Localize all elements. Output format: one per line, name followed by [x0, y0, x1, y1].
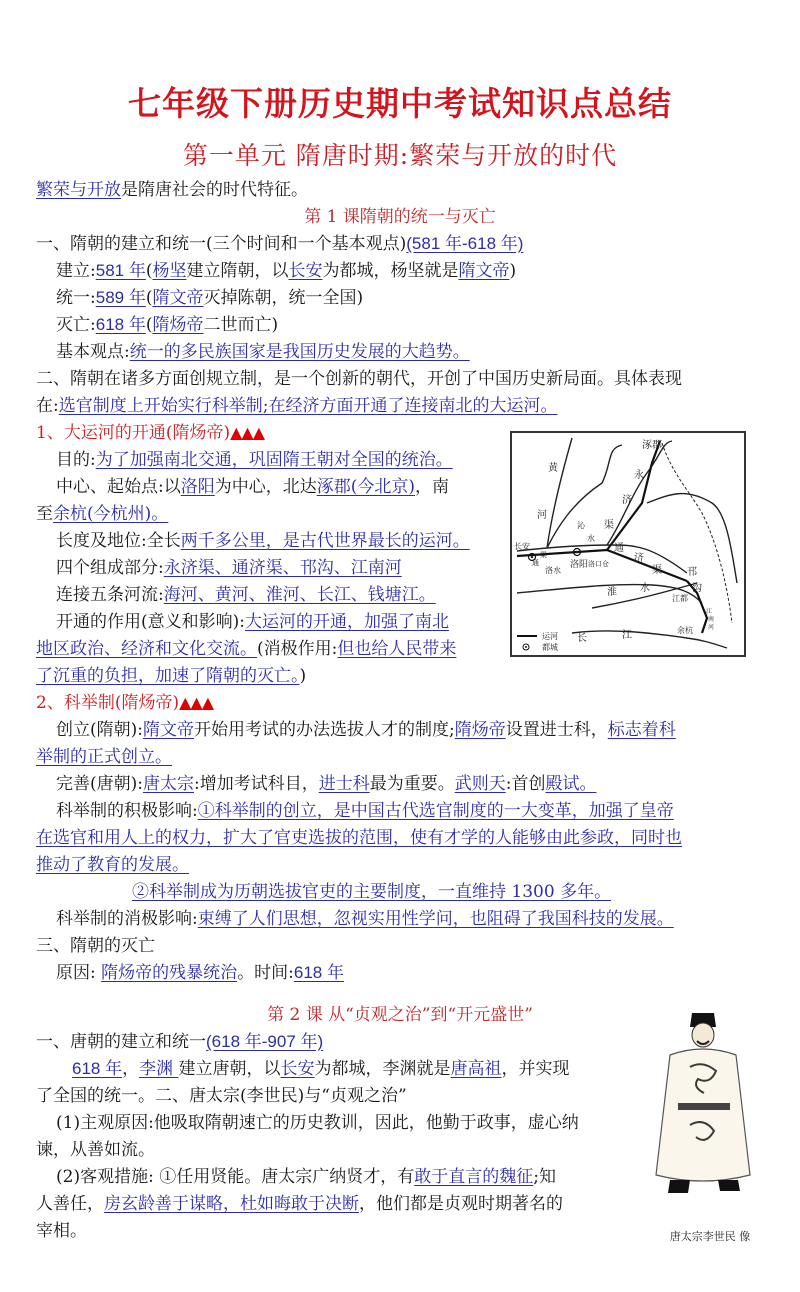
- canal-parts: 四个组成部分:永济渠、通济渠、邗沟、江南河: [56, 558, 402, 578]
- svg-text:渠: 渠: [604, 520, 614, 531]
- svg-text:永: 永: [634, 470, 644, 481]
- tang-found-line: 618 年，李渊 建立唐朝，以长安为都城，李渊就是唐高祖，并实现: [72, 1059, 570, 1079]
- keju-improve: 完善(唐朝):唐太宗:增加考试科目，进士科最为重要。武则天:首创殿试。: [56, 774, 597, 794]
- canal-effect-cont: 地区政治、经济和文化交流。(消极作用:但也给人民带来: [36, 639, 457, 659]
- subjective-reason-cont: 谏，从善如流。: [36, 1140, 155, 1160]
- lesson2-title: 第 2 课 从“贞观之治”到“开元盛世”: [267, 1005, 533, 1025]
- emperor-portrait-image: [640, 1005, 770, 1205]
- keju-create: 创立(隋朝):隋文帝开始用考试的办法选拔人才的制度;隋炀帝设置进士科，标志着科: [56, 720, 676, 740]
- objective-measures-cont2: 宰相。: [36, 1221, 87, 1241]
- svg-text:洛阳: 洛阳: [570, 560, 589, 570]
- canal-rivers: 连接五条河流:海河、黄河、淮河、长江、钱塘江。: [56, 585, 436, 605]
- lesson1-title: 第 1 课隋朝的统一与灭亡: [304, 207, 496, 227]
- section-sui-innovation: 二、隋朝在诸多方面创规立制，是一个创新的朝代，开创了中国历史新局面。具体表现: [36, 369, 682, 389]
- svg-text:河: 河: [537, 510, 547, 521]
- keju-positive: 科举制的积极影响:①科举制的创立，是中国古代选官制度的一大变革，加强了皇帝: [56, 801, 674, 821]
- canal-heading: 1、大运河的开通(隋炀帝)▲▲▲: [36, 423, 265, 443]
- unit-title: 第一单元 隋唐时期:繁荣与开放的时代: [182, 141, 618, 170]
- triangle-icon: ▲▲▲: [230, 423, 265, 442]
- canal-center-cont: 至余杭(今杭州)。: [36, 504, 169, 524]
- section-sui-innovation-cont: 在:选官制度上开始实行科举制;在经济方面开通了连接南北的大运河。: [36, 396, 558, 416]
- section-tang-founding: 一、唐朝的建立和统一(618 年-907 年): [36, 1032, 324, 1052]
- objective-measures: (2)客观措施: ①任用贤能。唐太宗广纳贤才，有敢于直言的魏征;知: [56, 1167, 556, 1187]
- portrait-caption: 唐太宗李世民 像: [669, 1230, 751, 1243]
- svg-text:江都: 江都: [672, 594, 688, 603]
- canal-center: 中心、起始点:以洛阳为中心，北达涿郡(今北京)，南: [56, 477, 449, 497]
- intro-line: 繁荣与开放是隋唐社会的时代特征。: [36, 180, 308, 200]
- svg-text:沟: 沟: [692, 583, 702, 594]
- svg-text:江: 江: [622, 630, 632, 641]
- svg-text:淮: 淮: [607, 587, 617, 598]
- subjective-reason: (1)主观原因:他吸取隋朝速亡的历史教训，因此，他勤于政事，虚心纳: [56, 1113, 579, 1133]
- svg-text:济: 济: [634, 553, 644, 564]
- keju-create-cont: 举制的正式创立。: [36, 747, 172, 767]
- svg-text:邗: 邗: [687, 567, 697, 578]
- keju-positive-2: ②科举制成为历朝选拔官吏的主要制度，一直维持 1300 多年。: [132, 882, 612, 902]
- canal-effect-cont2: 了沉重的负担，加速了隋朝的灭亡。): [36, 666, 307, 686]
- svg-text:渠: 渠: [540, 551, 547, 559]
- svg-text:通: 通: [614, 543, 624, 554]
- svg-text:河: 河: [708, 624, 715, 631]
- keju-negative: 科举制的消极影响:束缚了人们思想，忽视实用性学问，也阻碍了我国科技的发展。: [56, 909, 674, 929]
- fall-line: 灭亡:618 年(隋炀帝二世而亡): [56, 315, 279, 335]
- sui-fall-reason: 原因: 隋炀帝的残暴统治。时间:618 年: [56, 963, 344, 983]
- svg-text:涿郡: 涿郡: [642, 440, 662, 451]
- svg-text:水: 水: [640, 583, 650, 594]
- section-sui-fall: 三、隋朝的灭亡: [36, 936, 155, 956]
- canal-effect: 开通的作用(意义和影响):大运河的开通，加强了南北: [56, 612, 449, 632]
- canal-length: 长度及地位:全长两千多公里，是古代世界最长的运河。: [56, 531, 470, 551]
- keju-positive-cont: 在选官和用人上的权力，扩大了官吏选拔的范围，使有才学的人能够由此参政，同时也: [36, 828, 682, 848]
- svg-text:黄: 黄: [548, 463, 558, 474]
- svg-text:江: 江: [706, 608, 713, 615]
- svg-text:水: 水: [587, 534, 595, 543]
- svg-text:洛水: 洛水: [545, 566, 561, 575]
- svg-text:余杭: 余杭: [677, 626, 693, 635]
- svg-text:都城: 都城: [542, 643, 558, 652]
- found-line: 建立:581 年(杨坚建立隋朝，以长安为都城，杨坚就是隋文帝): [56, 261, 517, 281]
- svg-text:济: 济: [622, 495, 632, 506]
- svg-text:渠: 渠: [652, 565, 662, 576]
- grand-canal-map: [510, 431, 746, 657]
- triangle-icon: ▲▲▲: [179, 693, 214, 712]
- objective-measures-cont: 人善任，房玄龄善于谋略，杜如晦敢于决断，他们都是贞观时期著名的: [36, 1194, 563, 1214]
- canal-purpose: 目的:为了加强南北交通，巩固隋王朝对全国的统治。: [56, 450, 453, 470]
- keju-heading: 2、科举制(隋炀帝)▲▲▲: [36, 693, 214, 713]
- svg-text:沁: 沁: [577, 521, 585, 530]
- svg-text:运河: 运河: [542, 632, 558, 641]
- keyword: 繁荣与开放: [36, 180, 121, 200]
- section-sui-founding: 一、隋朝的建立和统一(三个时间和一个基本观点)(581 年-618 年): [36, 234, 524, 254]
- basic-view-line: 基本观点:统一的多民族国家是我国历史发展的大趋势。: [56, 342, 470, 362]
- svg-text:洛口仓: 洛口仓: [588, 560, 609, 568]
- keju-positive-cont2: 推动了教育的发展。: [36, 855, 189, 875]
- unify-line: 统一:589 年(隋文帝灭掉陈朝，统一全国): [56, 288, 364, 308]
- page-title: 七年级下册历史期中考试知识点总结: [128, 84, 672, 123]
- svg-text:南: 南: [708, 616, 715, 623]
- svg-text:长: 长: [577, 633, 587, 644]
- tang-found-cont: 了全国的统一。二、唐太宗(李世民)与“贞观之治”: [36, 1086, 407, 1106]
- svg-text:通: 通: [532, 559, 539, 567]
- svg-text:长安: 长安: [514, 542, 530, 551]
